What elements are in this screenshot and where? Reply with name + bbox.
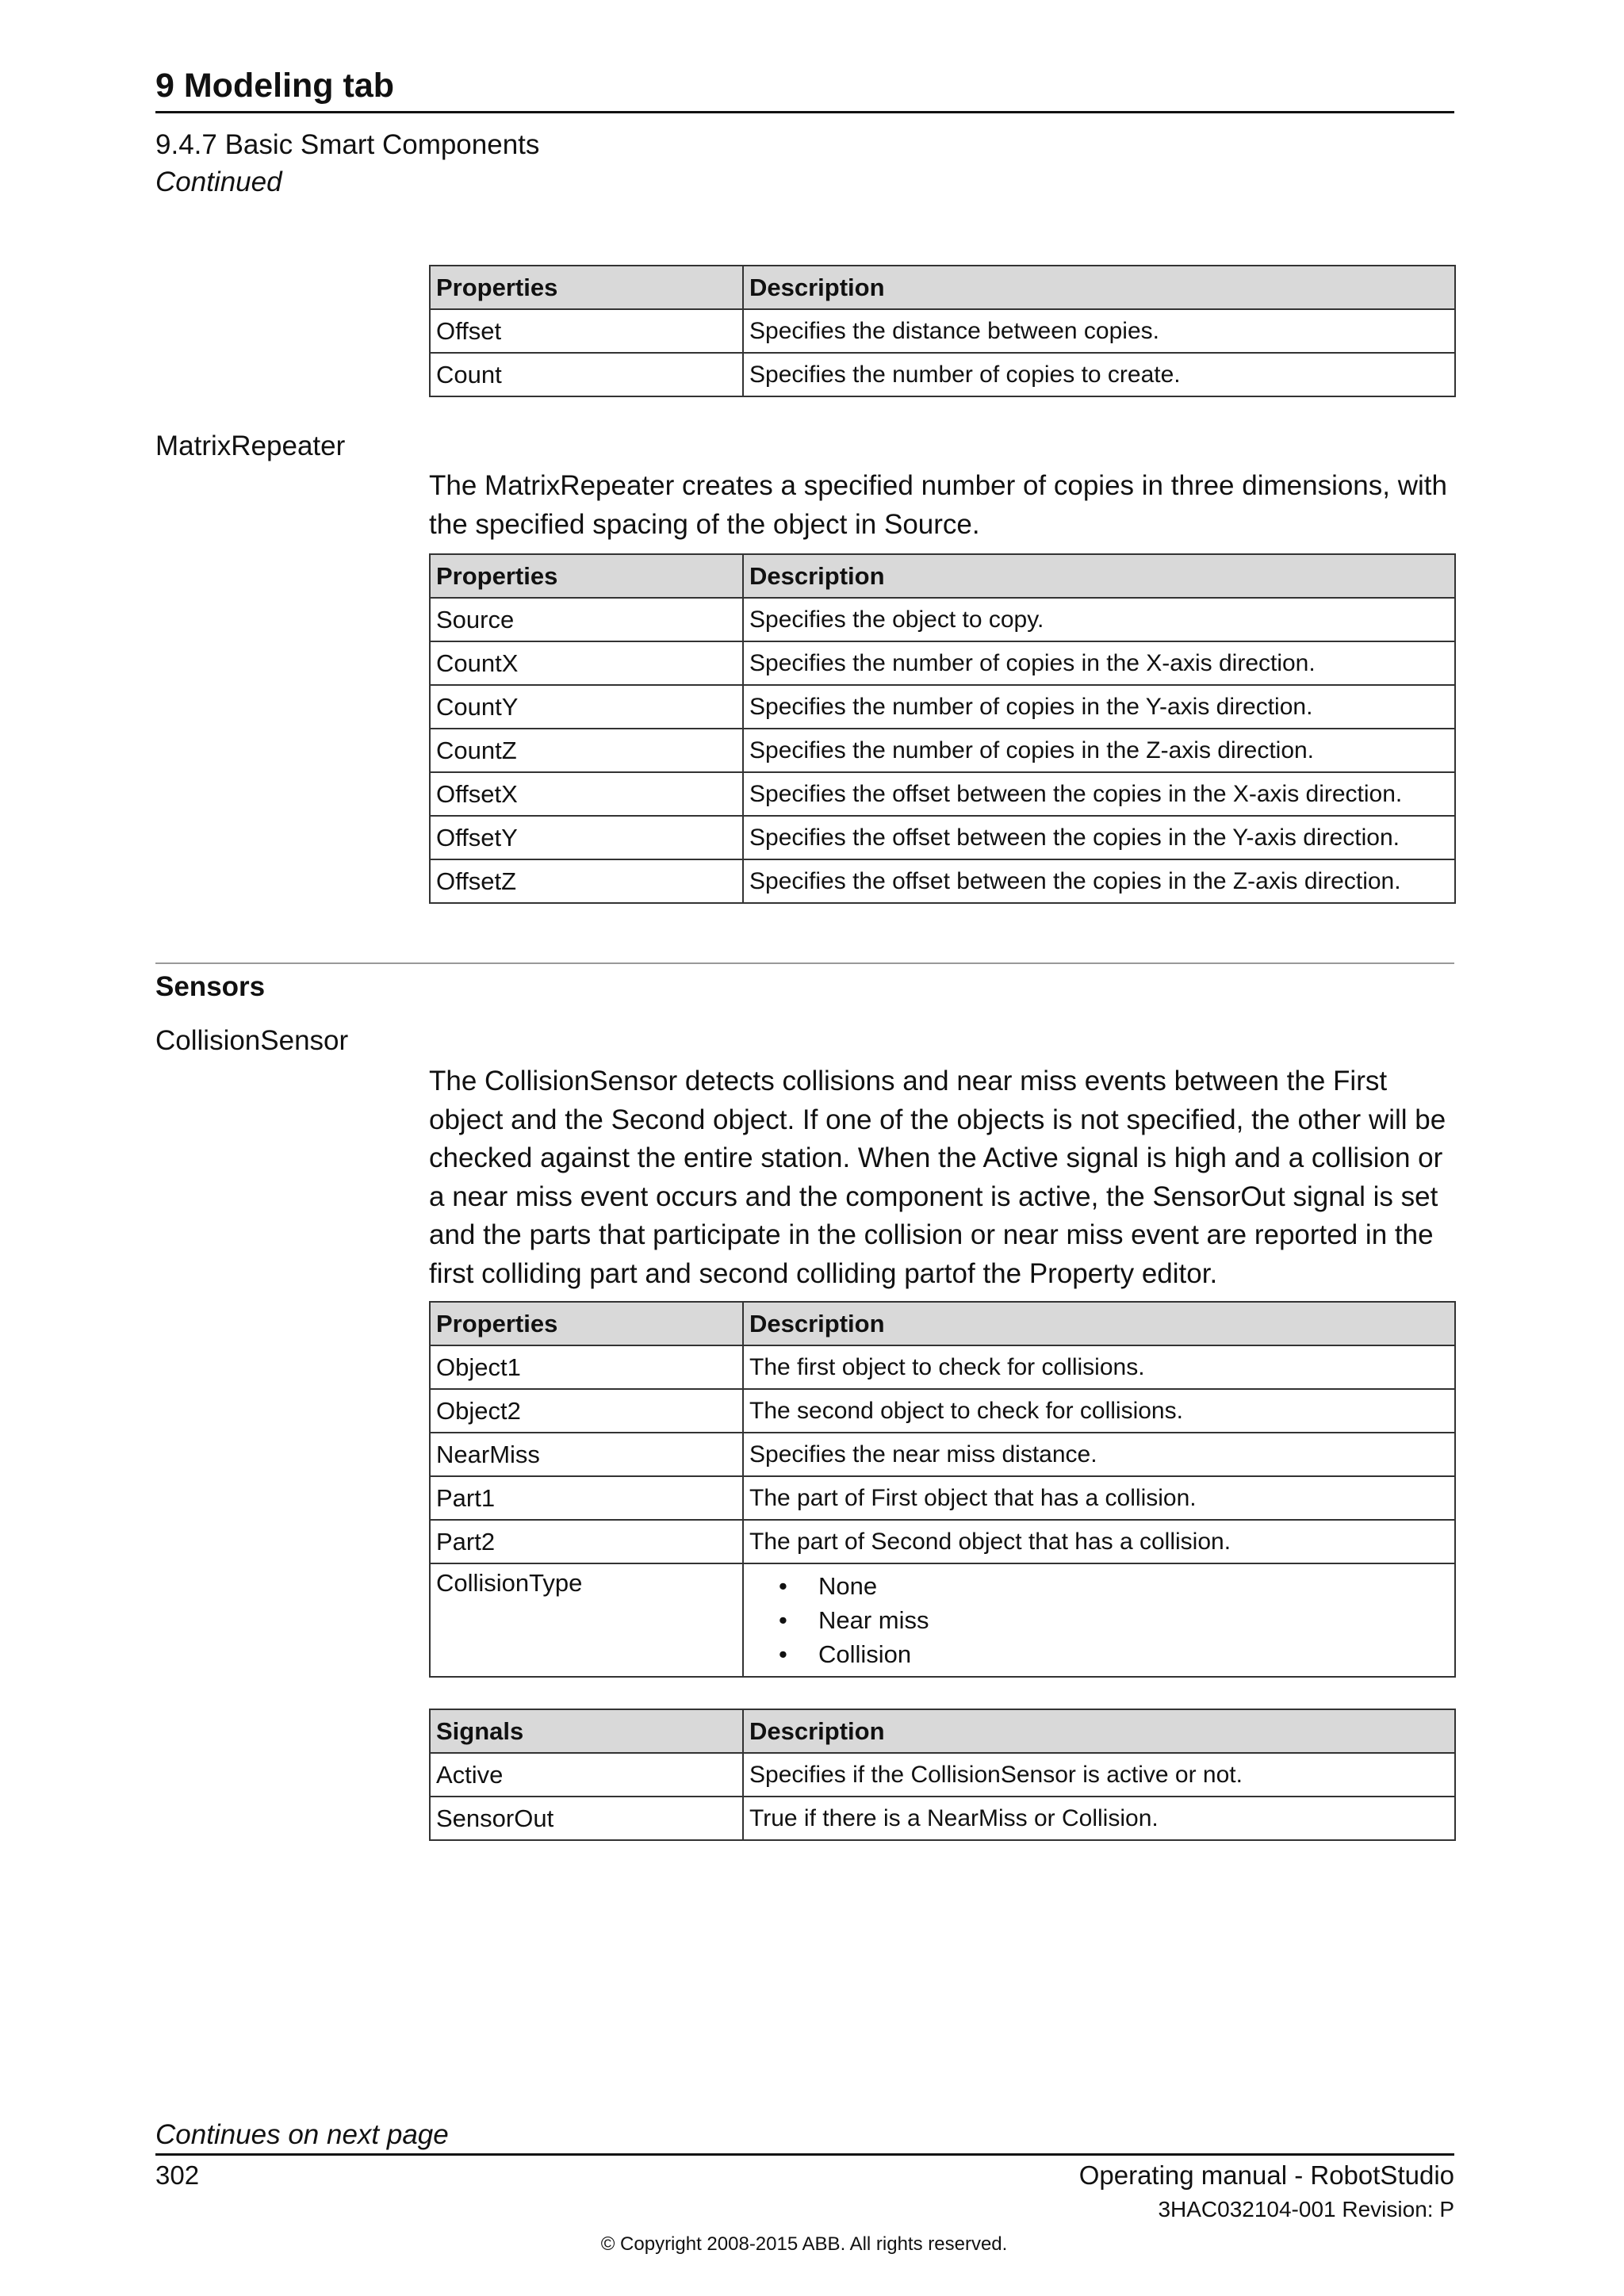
property-name: Count bbox=[430, 353, 743, 396]
property-description: Specifies the number of copies in the Y-axis direction. bbox=[743, 685, 1455, 729]
property-name: OffsetY bbox=[430, 816, 743, 859]
matrix-repeater-properties-table bbox=[429, 553, 1456, 904]
property-name: CountX bbox=[430, 641, 743, 685]
table-row bbox=[430, 641, 1455, 685]
table-header-row bbox=[430, 1302, 1455, 1345]
table-row bbox=[430, 1520, 1455, 1563]
signal-name: SensorOut bbox=[430, 1797, 743, 1840]
list-item: • None bbox=[779, 1569, 1454, 1603]
property-name: Offset bbox=[430, 309, 743, 353]
table-row bbox=[430, 309, 1455, 353]
table-row bbox=[430, 729, 1455, 772]
property-description: Specifies the offset between the copies in the Y-axis direction. bbox=[743, 816, 1455, 859]
section-title: 9.4.7 Basic Smart Components bbox=[155, 129, 540, 160]
property-name: Part2 bbox=[430, 1520, 743, 1563]
list-item: • Near miss bbox=[779, 1603, 1454, 1637]
property-description: Specifies the number of copies in the X-axis direction. bbox=[743, 641, 1455, 685]
sensors-heading: Sensors bbox=[155, 971, 266, 1002]
table-header-cell: Description bbox=[743, 1302, 1455, 1345]
property-description: Specifies the number of copies in the Z-axis direction. bbox=[743, 729, 1455, 772]
property-description: Specifies the distance between copies. bbox=[743, 309, 1455, 353]
property-description: Specifies the offset between the copies in the Z-axis direction. bbox=[743, 859, 1455, 903]
collision-type-options bbox=[743, 1563, 1455, 1677]
table-header-cell: Description bbox=[743, 1709, 1455, 1753]
collision-sensor-properties-table bbox=[429, 1301, 1456, 1678]
table-header-cell: Description bbox=[743, 554, 1455, 598]
continues-on-next-page: Continues on next page bbox=[155, 2119, 449, 2150]
signal-description: True if there is a NearMiss or Collision. bbox=[743, 1797, 1455, 1840]
property-name: Object1 bbox=[430, 1345, 743, 1389]
property-description: The second object to check for collisions. bbox=[743, 1389, 1455, 1433]
property-name: NearMiss bbox=[430, 1433, 743, 1476]
property-name: OffsetZ bbox=[430, 859, 743, 903]
property-name: CountZ bbox=[430, 729, 743, 772]
property-description: The part of First object that has a collision. bbox=[743, 1476, 1455, 1520]
page-number: 302 bbox=[155, 2160, 200, 2190]
table-row bbox=[430, 1389, 1455, 1433]
table-row bbox=[430, 1345, 1455, 1389]
property-description: The part of Second object that has a collision. bbox=[743, 1520, 1455, 1563]
property-name: Part1 bbox=[430, 1476, 743, 1520]
table-row bbox=[430, 1433, 1455, 1476]
table-row bbox=[430, 1753, 1455, 1797]
continued-label: Continued bbox=[155, 166, 282, 197]
property-name: CollisionType bbox=[430, 1563, 743, 1677]
matrix-repeater-description: The MatrixRepeater creates a specified number of copies in three dimensions, with the specified spacing of the object in Source. bbox=[429, 470, 1447, 540]
header-divider bbox=[155, 111, 1454, 113]
table-row bbox=[430, 685, 1455, 729]
property-name: OffsetX bbox=[430, 772, 743, 816]
chapter-title: 9 Modeling tab bbox=[155, 67, 394, 105]
table-row bbox=[430, 1797, 1455, 1840]
property-description: Specifies the object to copy. bbox=[743, 598, 1455, 641]
table-header-cell: Description bbox=[743, 266, 1455, 309]
table-header-row bbox=[430, 266, 1455, 309]
document-id: 3HAC032104-001 Revision: P bbox=[1158, 2197, 1454, 2221]
table-row bbox=[430, 772, 1455, 816]
table-header-cell: Properties bbox=[430, 1302, 743, 1345]
property-name: Object2 bbox=[430, 1389, 743, 1433]
table-row bbox=[430, 353, 1455, 396]
table-row bbox=[430, 1563, 1455, 1677]
property-name: Source bbox=[430, 598, 743, 641]
collision-sensor-label: CollisionSensor bbox=[155, 1025, 349, 1056]
matrix-repeater-label: MatrixRepeater bbox=[155, 430, 346, 461]
property-description: Specifies the number of copies to create. bbox=[743, 353, 1455, 396]
manual-title: Operating manual - RobotStudio bbox=[1078, 2160, 1454, 2190]
copyright: © Copyright 2008-2015 ABB. All rights reserved. bbox=[600, 2233, 1008, 2255]
table-row bbox=[430, 859, 1455, 903]
table-header-row bbox=[430, 1709, 1455, 1753]
table-row bbox=[430, 598, 1455, 641]
section-divider bbox=[155, 962, 1454, 964]
property-description: Specifies the offset between the copies in the X-axis direction. bbox=[743, 772, 1455, 816]
table-header-cell: Signals bbox=[430, 1709, 743, 1753]
property-name: CountY bbox=[430, 685, 743, 729]
collision-sensor-signals-table bbox=[429, 1709, 1456, 1841]
table-row bbox=[430, 1476, 1455, 1520]
signal-description: Specifies if the CollisionSensor is active or not. bbox=[743, 1753, 1455, 1797]
table-header-cell: Properties bbox=[430, 266, 743, 309]
footer-divider bbox=[155, 2153, 1454, 2156]
table-header-row bbox=[430, 554, 1455, 598]
property-description: Specifies the near miss distance. bbox=[743, 1433, 1455, 1476]
property-description: The first object to check for collisions. bbox=[743, 1345, 1455, 1389]
table-row bbox=[430, 816, 1455, 859]
repeater-properties-table bbox=[429, 265, 1456, 397]
collision-sensor-description: The CollisionSensor detects collisions and near miss events between the First object and the Second object. If one of the objects is not specified, the other will be checked against the entire station. When the Active signal is high and a collision or a near miss event occurs and the component is active, the SensorOut signal is set and the parts that participate in the collision or near miss event are reported in the first colliding part and second colliding partof the Property editor. bbox=[429, 1066, 1446, 1289]
bullet-list bbox=[779, 1569, 1454, 1671]
signal-name: Active bbox=[430, 1753, 743, 1797]
list-item: • Collision bbox=[779, 1637, 1454, 1671]
table-header-cell: Properties bbox=[430, 554, 743, 598]
